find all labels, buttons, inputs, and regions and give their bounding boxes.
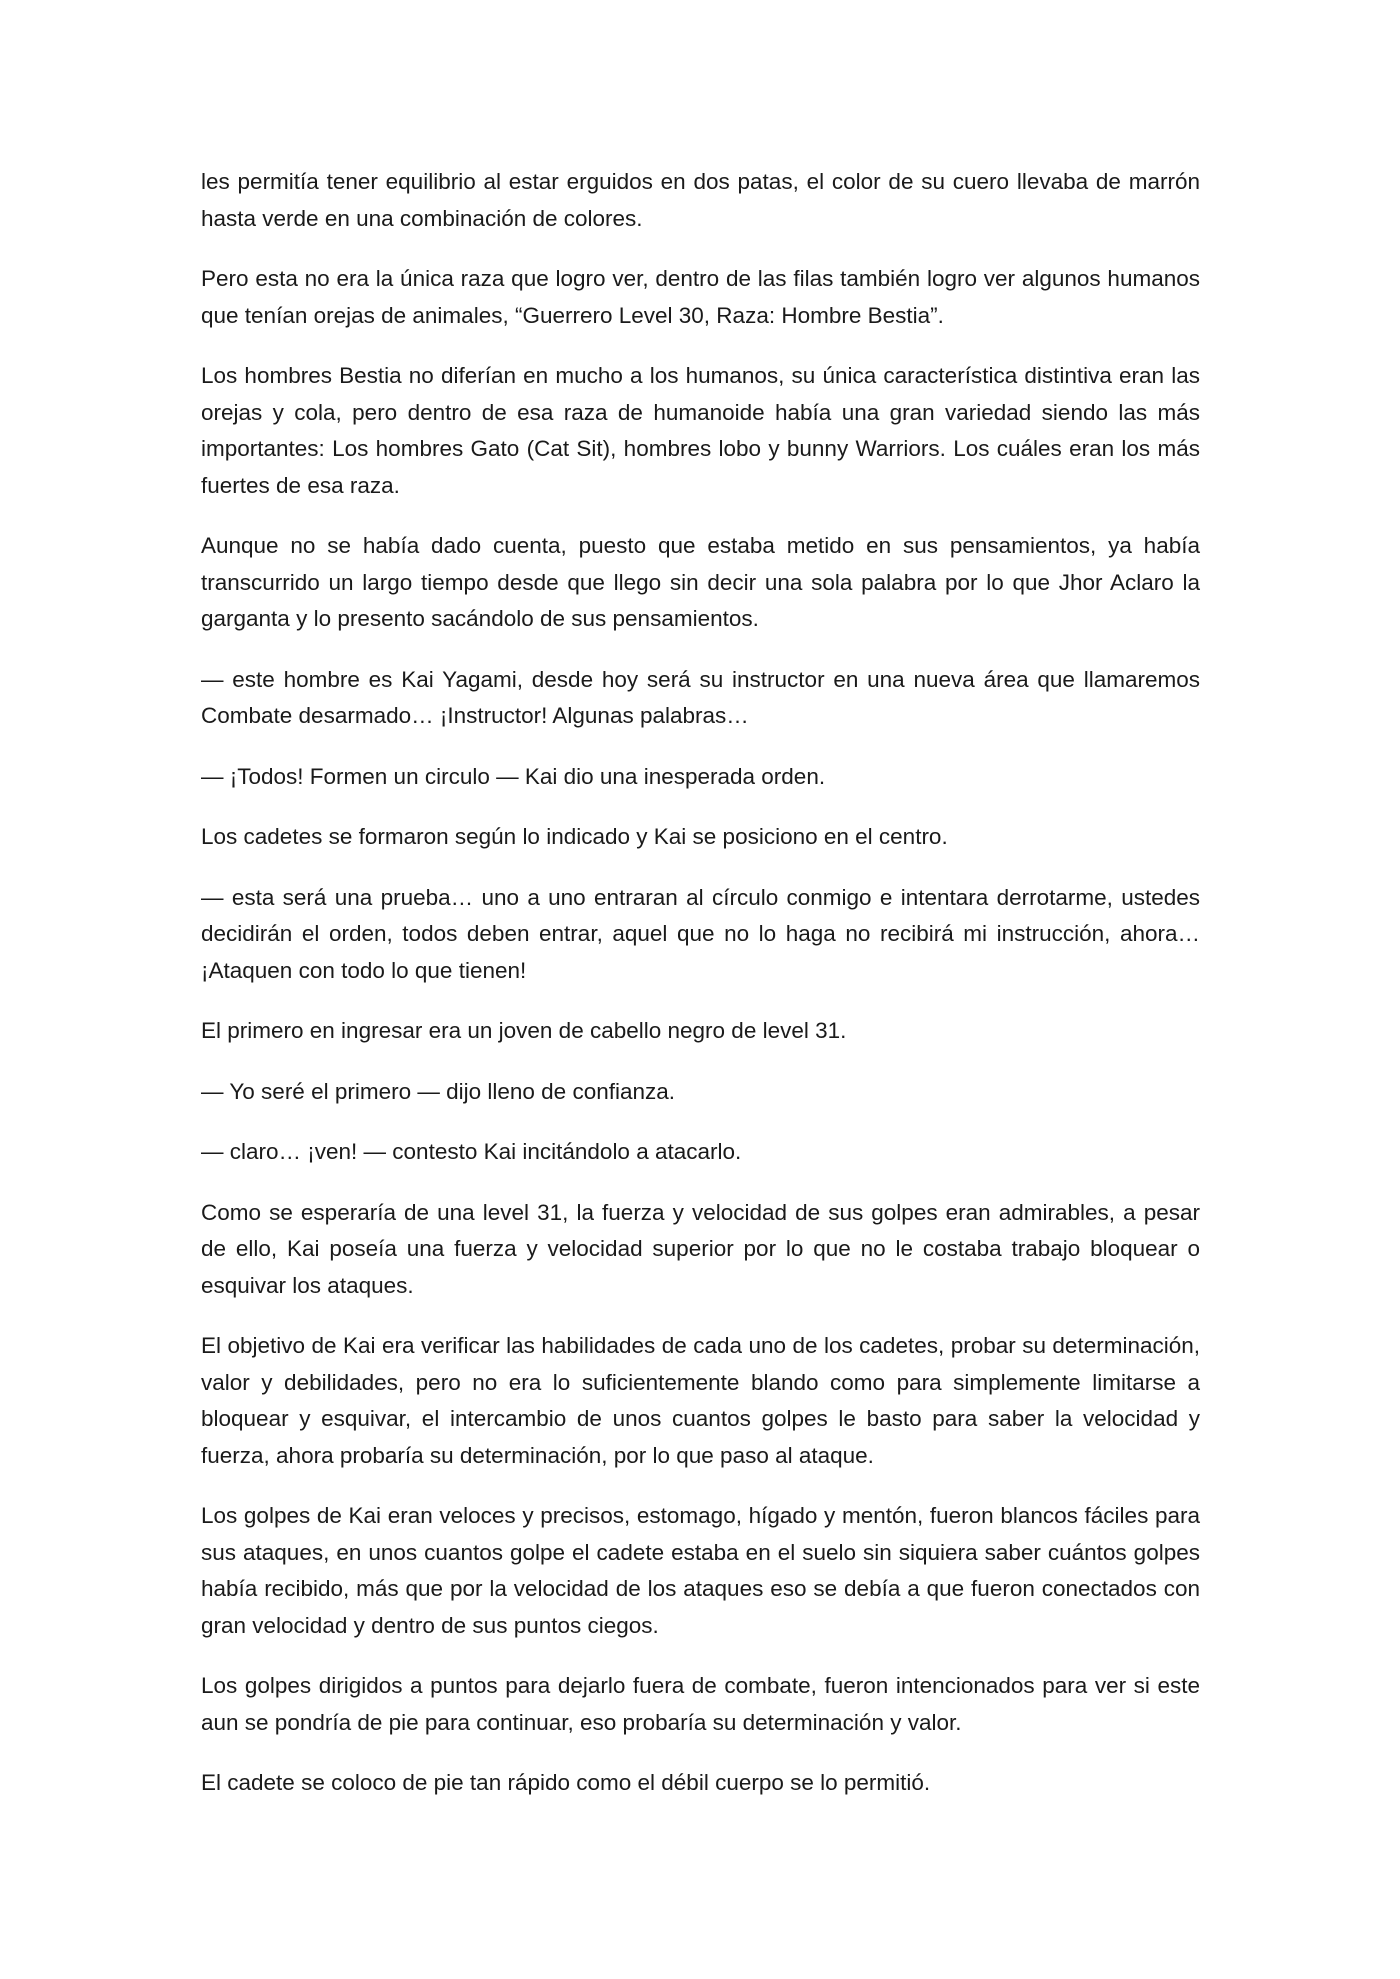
dialogue-paragraph: — ¡Todos! Formen un circulo — Kai dio una inesperada orden. — [201, 763, 826, 789]
paragraph: Los golpes de Kai eran veloces y precisos, estomago, hígado y mentón, fueron blancos fáciles para sus ataques, en unos cuantos golpe el cadete estaba en el suelo sin siquiera saber cuántos golpes había recibido, más que por la velocidad de los ataques eso se debía a que fueron conectados con gran velocidad y dentro de sus puntos ciegos. — [201, 1503, 1200, 1638]
paragraph: El cadete se coloco de pie tan rápido como el débil cuerpo se lo permitió. — [201, 1770, 931, 1795]
paragraph: Pero esta no era la única raza que logro ver, dentro de las filas también logro ver algunos humanos que tenían orejas de animales, “Guerrero Level 30, Raza: Hombre Bestia”. — [201, 266, 1200, 328]
paragraph: El primero en ingresar era un joven de cabello negro de level 31. — [201, 1018, 847, 1043]
dialogue-paragraph: — este hombre es Kai Yagami, desde hoy será su instructor en una nueva área que llamaremos Combate desarmado… ¡Instructor! Algunas palabras… — [201, 666, 1200, 728]
paragraph: Los cadetes se formaron según lo indicado y Kai se posiciono en el centro. — [201, 824, 948, 849]
paragraph: Los golpes dirigidos a puntos para dejarlo fuera de combate, fueron intencionados para ver si este aun se pondría de pie para continuar, eso probaría su determinación y valor. — [201, 1673, 1200, 1735]
document-body — [201, 164, 1200, 1826]
dialogue-paragraph: — Yo seré el primero — dijo lleno de confianza. — [201, 1078, 676, 1104]
paragraph: El objetivo de Kai era verificar las habilidades de cada uno de los cadetes, probar su determinación, valor y debilidades, pero no era lo suficientemente blando como para simplemente limitarse a bloquear y esquivar, el intercambio de unos cuantos golpes le basto para saber la velocidad y fuerza, ahora probaría su determinación, por lo que paso al ataque. — [201, 1333, 1200, 1468]
paragraph: Aunque no se había dado cuenta, puesto que estaba metido en sus pensamientos, ya había transcurrido un largo tiempo desde que llego sin decir una sola palabra por lo que Jhor Aclaro la garganta y lo presento sacándolo de sus pensamientos. — [201, 533, 1200, 631]
dialogue-paragraph: — esta será una prueba… uno a uno entraran al círculo conmigo e intentara derrotarme, ustedes decidirán el orden, todos deben entrar, aquel que no lo haga no recibirá mi instrucción, ahora… ¡Ataquen con todo lo que tienen! — [201, 884, 1200, 983]
paragraph: les permitía tener equilibrio al estar erguidos en dos patas, el color de su cuero llevaba de marrón hasta verde en una combinación de colores. — [201, 169, 1200, 231]
paragraph: Los hombres Bestia no diferían en mucho a los humanos, su única característica distintiva eran las orejas y cola, pero dentro de esa raza de humanoide había una gran variedad siendo las más importantes: Los hombres Gato (Cat Sit), hombres lobo y bunny Warriors. Los cuáles eran los más fuertes de esa raza. — [201, 363, 1200, 498]
paragraph: Como se esperaría de una level 31, la fuerza y velocidad de sus golpes eran admirables, a pesar de ello, Kai poseía una fuerza y velocidad superior por lo que no le costaba trabajo bloquear o esquivar los ataques. — [201, 1199, 1200, 1298]
dialogue-paragraph: — claro… ¡ven! — contesto Kai incitándolo a atacarlo. — [201, 1139, 742, 1164]
